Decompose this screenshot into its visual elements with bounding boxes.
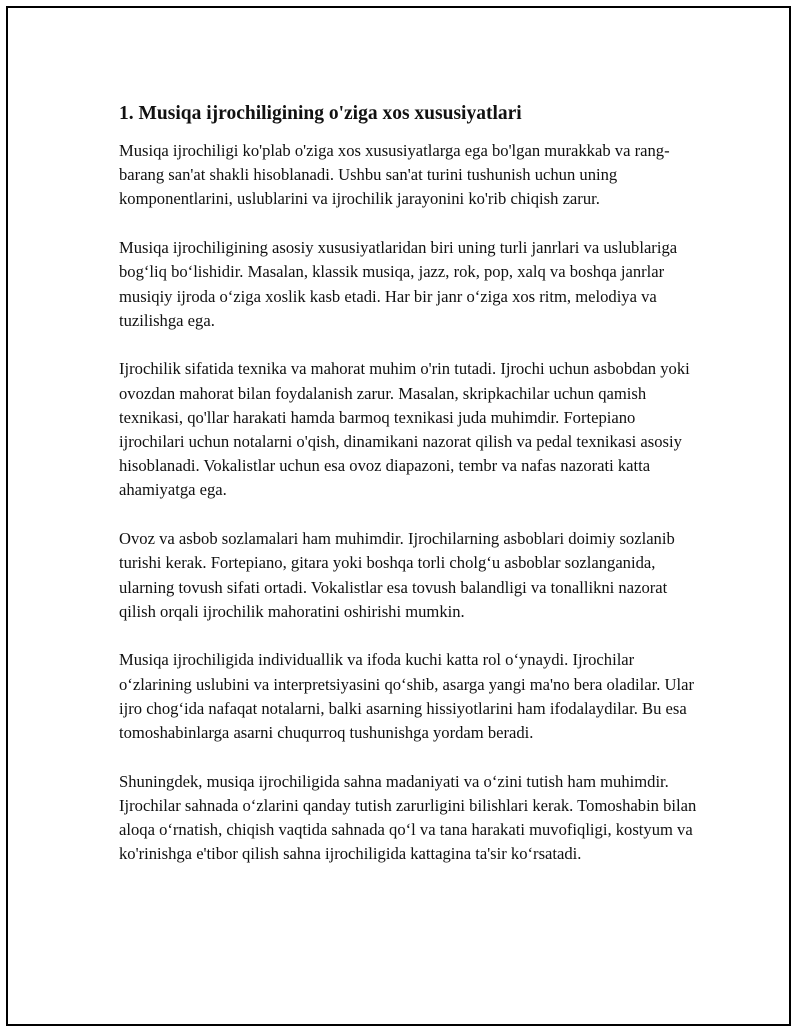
section-heading: 1. Musiqa ijrochiligining o'ziga xos xususiyatlari [119, 103, 522, 124]
paragraph-3: Ijrochilik sifatida texnika va mahorat muhim o'rin tutadi. Ijrochi uchun asbobdan yoki ovozdan mahorat bilan foydalanish zarur. Masalan, skripkachilar uchun qamish texnikasi, qo'llar harakati hamda barmoq texnikasi juda muhimdir. Fortepiano ijrochilari uchun notalarni o'qish, dinamikani nazorat qilish va pedal texnikasi asosiy hisoblanadi. Vokalistlar uchun esa ovoz diapazoni, tembr va nafas nazorati katta ahamiyatga ega. [119, 359, 690, 500]
paragraph-5: Musiqa ijrochiligida individuallik va ifoda kuchi katta rol o‘ynaydi. Ijrochilar o‘zlarining uslubini va interpretsiyasini qo‘shib, asarga yangi ma'no bera oladilar. Ular ijro chog‘ida nafaqat notalarni, balki asarning hissiyotlarini ham ifodalaydilar. Bu esa tomoshabinlarga asarni chuqurroq tushunishga yordam beradi. [119, 650, 695, 743]
paragraph-6: Shuningdek, musiqa ijrochiligida sahna madaniyati va o‘zini tutish ham muhimdir. Ijrochilar sahnada o‘zlarini qanday tutish zarurligini bilishlari kerak. Tomoshabin bilan aloqa o‘rnatish, chiqish vaqtida sahnada qo‘l va tana harakati muvofiqligi, kostyum va ko'rinishga e'tibor qilish sahna ijrochiligida kattagina ta'sir ko‘rsatadi. [119, 771, 697, 864]
paragraph-4: Ovoz va asbob sozlamalari ham muhimdir. Ijrochilarning asboblari doimiy sozlanib turishi kerak. Fortepiano, gitara yoki boshqa torli cholg‘u asboblar sozlanganida, ularning tovush sifati ortadi. Vokalistlar esa tovush balandligi va tonallikni nazorat qilish orqali ijrochilik mahoratini oshirishi mumkin. [119, 529, 675, 621]
page-frame [6, 6, 791, 1026]
document-body [119, 101, 699, 891]
paragraph-1: Musiqa ijrochiligi ko'plab o'ziga xos xususiyatlarga ega bo'lgan murakkab va rang-barang san'at shakli hisoblanadi. Ushbu san'at turini tushunish uchun uning komponentlarini, uslublarini va ijrochilik jarayonini ko'rib chiqish zarur. [119, 141, 670, 209]
paragraph-2: Musiqa ijrochiligining asosiy xususiyatlaridan biri uning turli janrlari va uslublariga bog‘liq bo‘lishidir. Masalan, klassik musiqa, jazz, rok, pop, xalq va boshqa janrlar musiqiy ijroda o‘ziga xoslik kasb etadi. Har bir janr o‘ziga xos ritm, melodiya va tuzilishga ega. [119, 238, 678, 330]
